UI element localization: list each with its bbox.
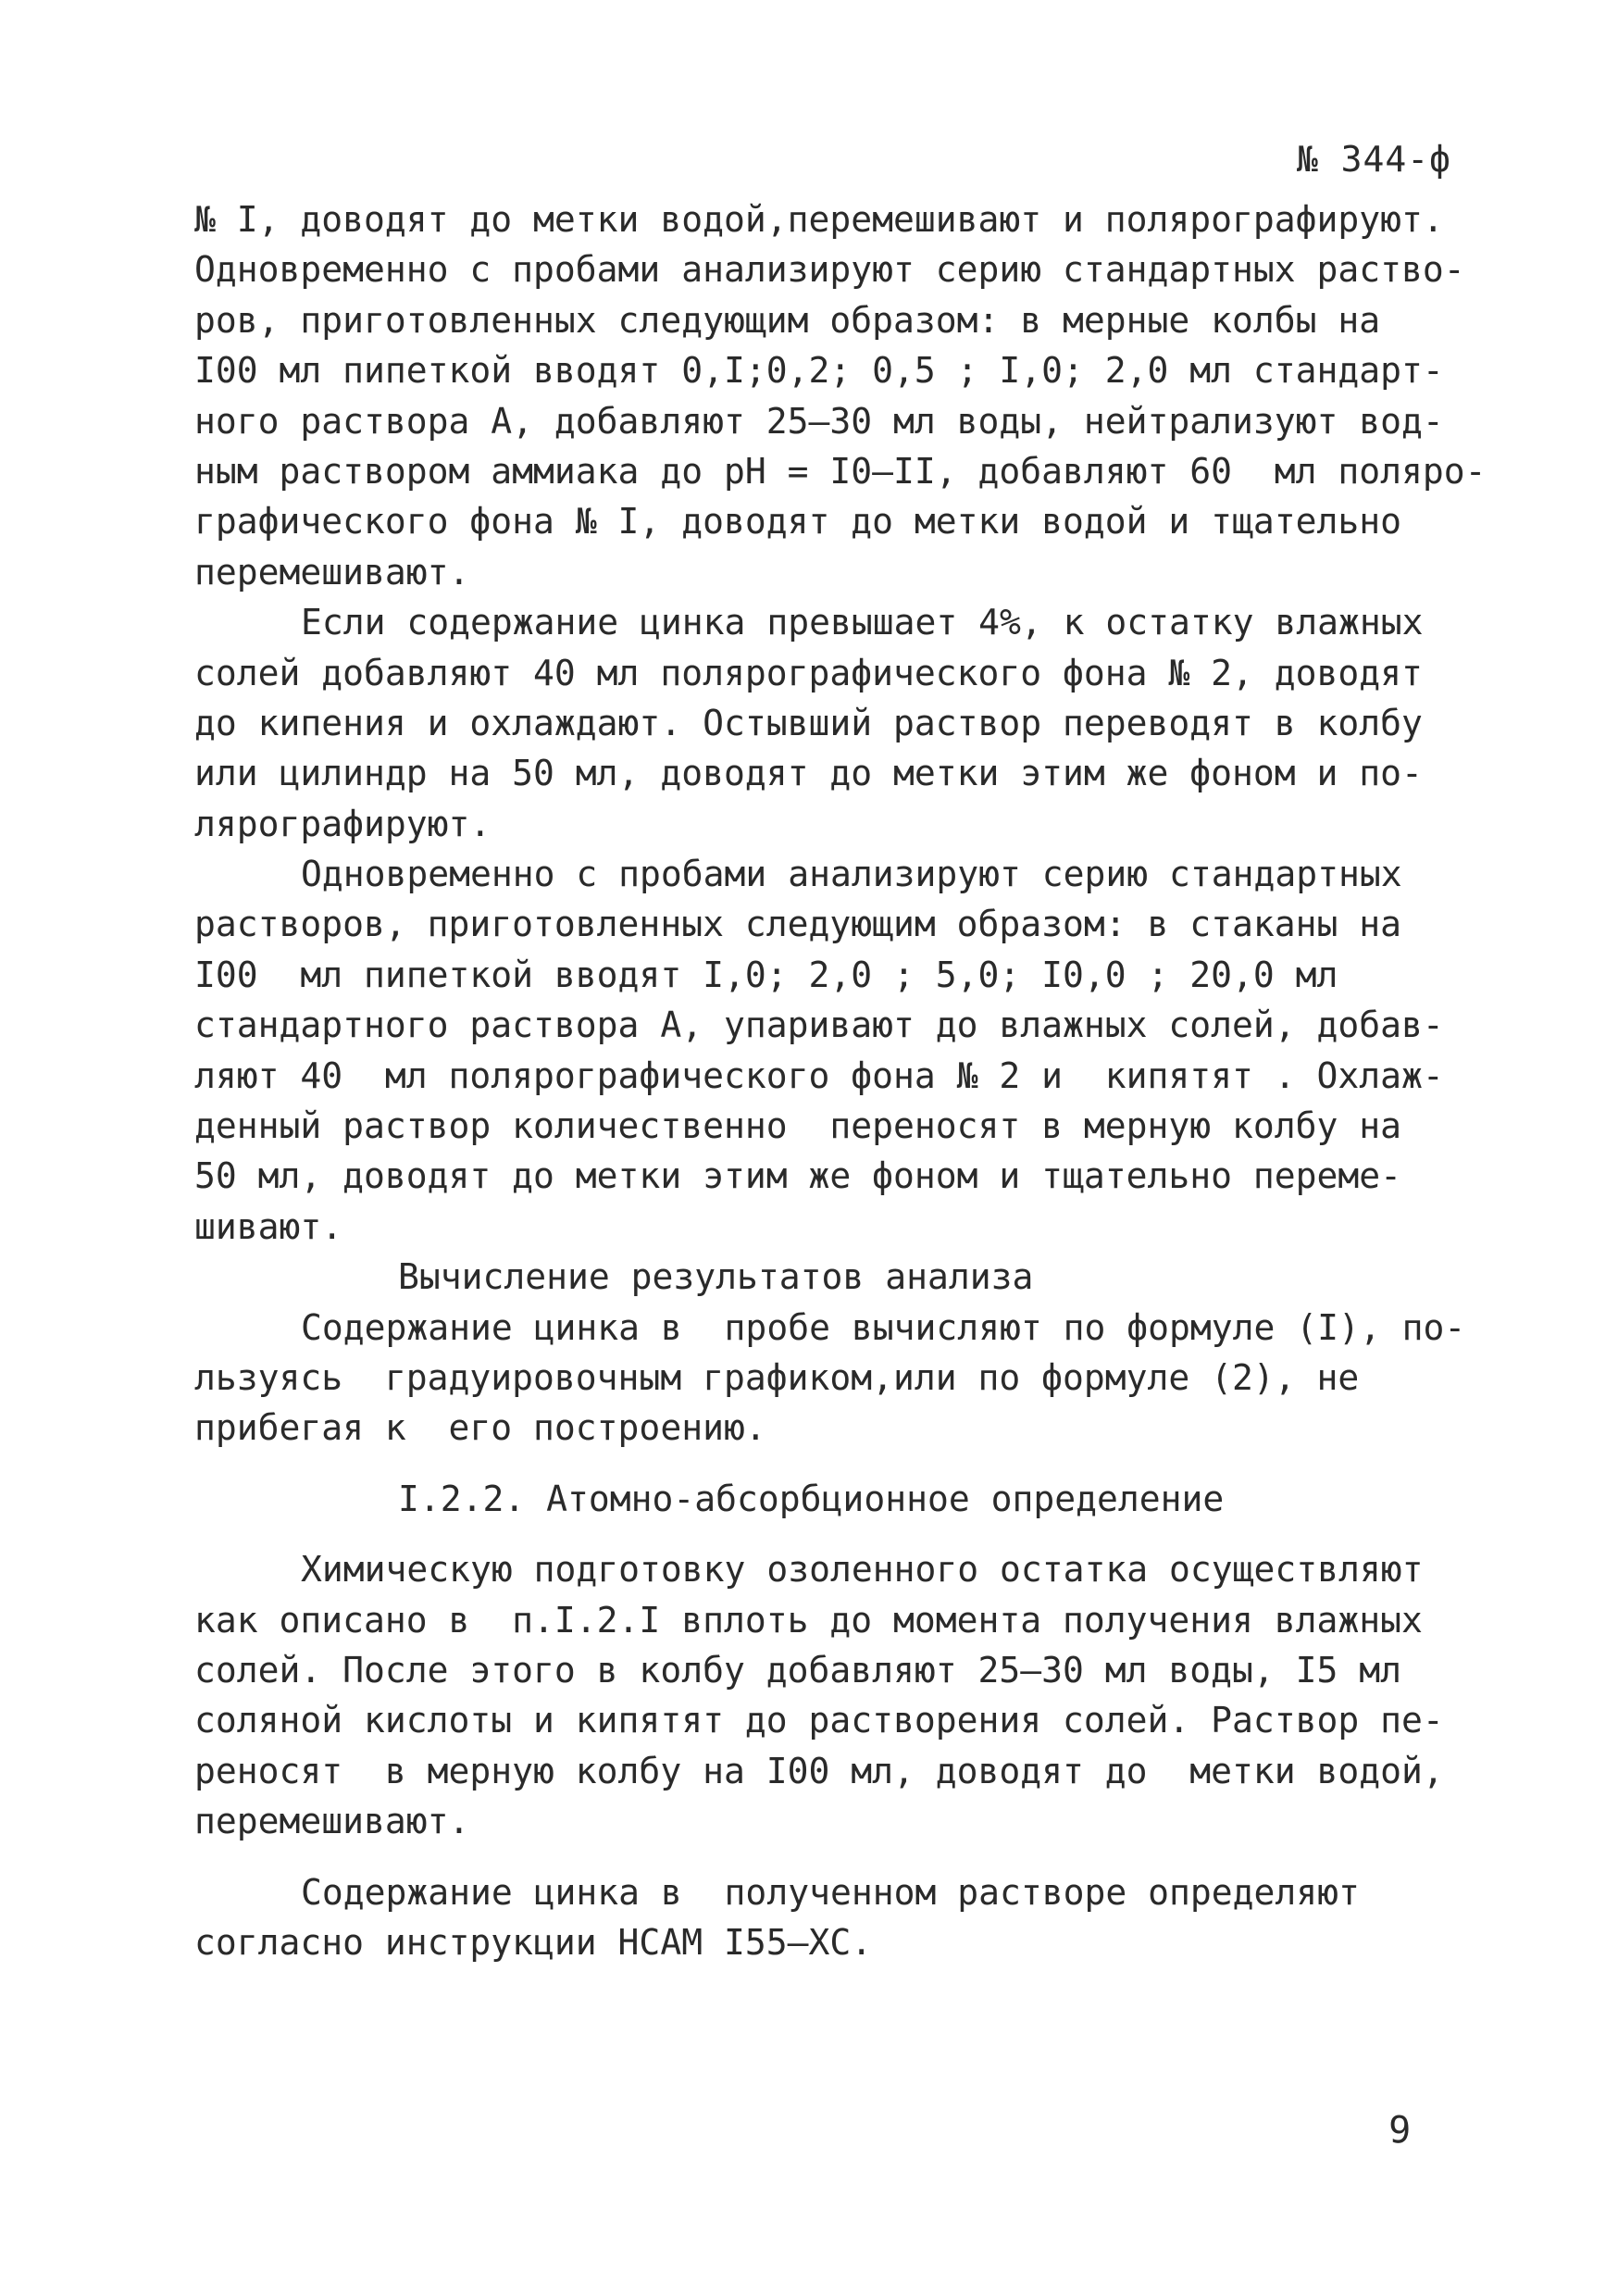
paragraph-3 — [194, 849, 1472, 1252]
text-line: льзуясь градуировочным графиком,или по формуле (2), не — [194, 1356, 1360, 1398]
text-line: ного раствора А, добавляют 25–30 мл воды, нейтрализуют вод- — [194, 400, 1444, 442]
section-atomic-absorption — [194, 1474, 1472, 1847]
page-number: 6 — [1388, 2106, 1412, 2149]
text-line: солей добавляют 40 мл полярографического фона № 2, доводят — [194, 652, 1423, 693]
text-line: прибегая к его построению. — [194, 1407, 766, 1449]
text-line: Содержание цинка в пробе вычисляют по формуле (I), по- — [301, 1306, 1466, 1348]
text-line: ров, приготовленных следующим образом: в мерные колбы на — [194, 299, 1381, 341]
text-line: перемешивают. — [194, 1801, 470, 1842]
section-calculation — [194, 1252, 1472, 1454]
text-line: денный раствор количественно переносят в мерную колбу на — [194, 1105, 1402, 1147]
text-line: графического фона № I, доводят до метки водой и тщательно — [194, 501, 1402, 543]
text-line: Одновременно с пробами анализируют серию стандартных — [301, 854, 1402, 895]
section-heading: I.2.2. Атомно-абсорбционное определение — [398, 1478, 1225, 1519]
text-line: стандартного раствора А, упаривают до влажных солей, добав- — [194, 1004, 1444, 1046]
text-line: № I, доводят до метки водой,перемешивают и полярографируют. — [194, 199, 1444, 240]
section-heading: Вычисление результатов анализа — [398, 1256, 1034, 1298]
spacer — [194, 1454, 1472, 1474]
text-line: 50 мл, доводят до метки этим же фоном и тщательно переме- — [194, 1155, 1402, 1197]
paragraph-1 — [194, 194, 1487, 597]
text-line: реносят в мерную колбу на I00 мл, доводят до метки водой, — [194, 1750, 1444, 1791]
paragraph-2 — [194, 597, 1472, 849]
document-number: № 344-ф — [1296, 139, 1451, 180]
text-line: I00 мл пипеткой вводят I,0; 2,0 ; 5,0; I0,0 ; 20,0 мл — [194, 954, 1338, 995]
text-line: растворов, приготовленных следующим образом: в стаканы на — [194, 904, 1402, 945]
text-line: ным раствором аммиака до pH = I0–II, добавляют 60 мл поляро- — [194, 450, 1487, 492]
text-line: как описано в п.I.2.I вплоть до момента получения влажных — [194, 1599, 1423, 1641]
text-line: Содержание цинка в полученном растворе определяют — [301, 1871, 1360, 1913]
text-line: согласно инструкции НСАМ I55–ХС. — [194, 1921, 873, 1963]
text-line: перемешивают. — [194, 551, 470, 593]
document-body — [194, 194, 1487, 1967]
paragraph-final — [194, 1867, 1472, 1968]
text-line: или цилиндр на 50 мл, доводят до метки этим же фоном и по- — [194, 753, 1423, 794]
text-line: Если содержание цинка превышает 4%, к остатку влажных — [301, 602, 1424, 643]
text-line: до кипения и охлаждают. Остывший раствор переводят в колбу — [194, 702, 1423, 743]
text-line: солей. После этого в колбу добавляют 25–30 мл воды, I5 мл — [194, 1649, 1402, 1691]
text-line: лярографируют. — [194, 803, 492, 844]
spacer — [194, 1524, 1472, 1544]
text-line: I00 мл пипеткой вводят 0,I;0,2; 0,5 ; I,0; 2,0 мл стандарт- — [194, 350, 1444, 392]
text-line: Одновременно с пробами анализируют серию стандартных раство- — [194, 249, 1465, 291]
text-line: Химическую подготовку озоленного остатка осуществляют — [301, 1549, 1424, 1591]
spacer — [194, 1847, 1472, 1867]
text-line: соляной кислоты и кипятят до растворения солей. Раствор пе- — [194, 1700, 1444, 1741]
text-line: ляют 40 мл полярографического фона № 2 и кипятят . Охлаж- — [194, 1054, 1444, 1096]
text-line: шивают. — [194, 1205, 343, 1247]
